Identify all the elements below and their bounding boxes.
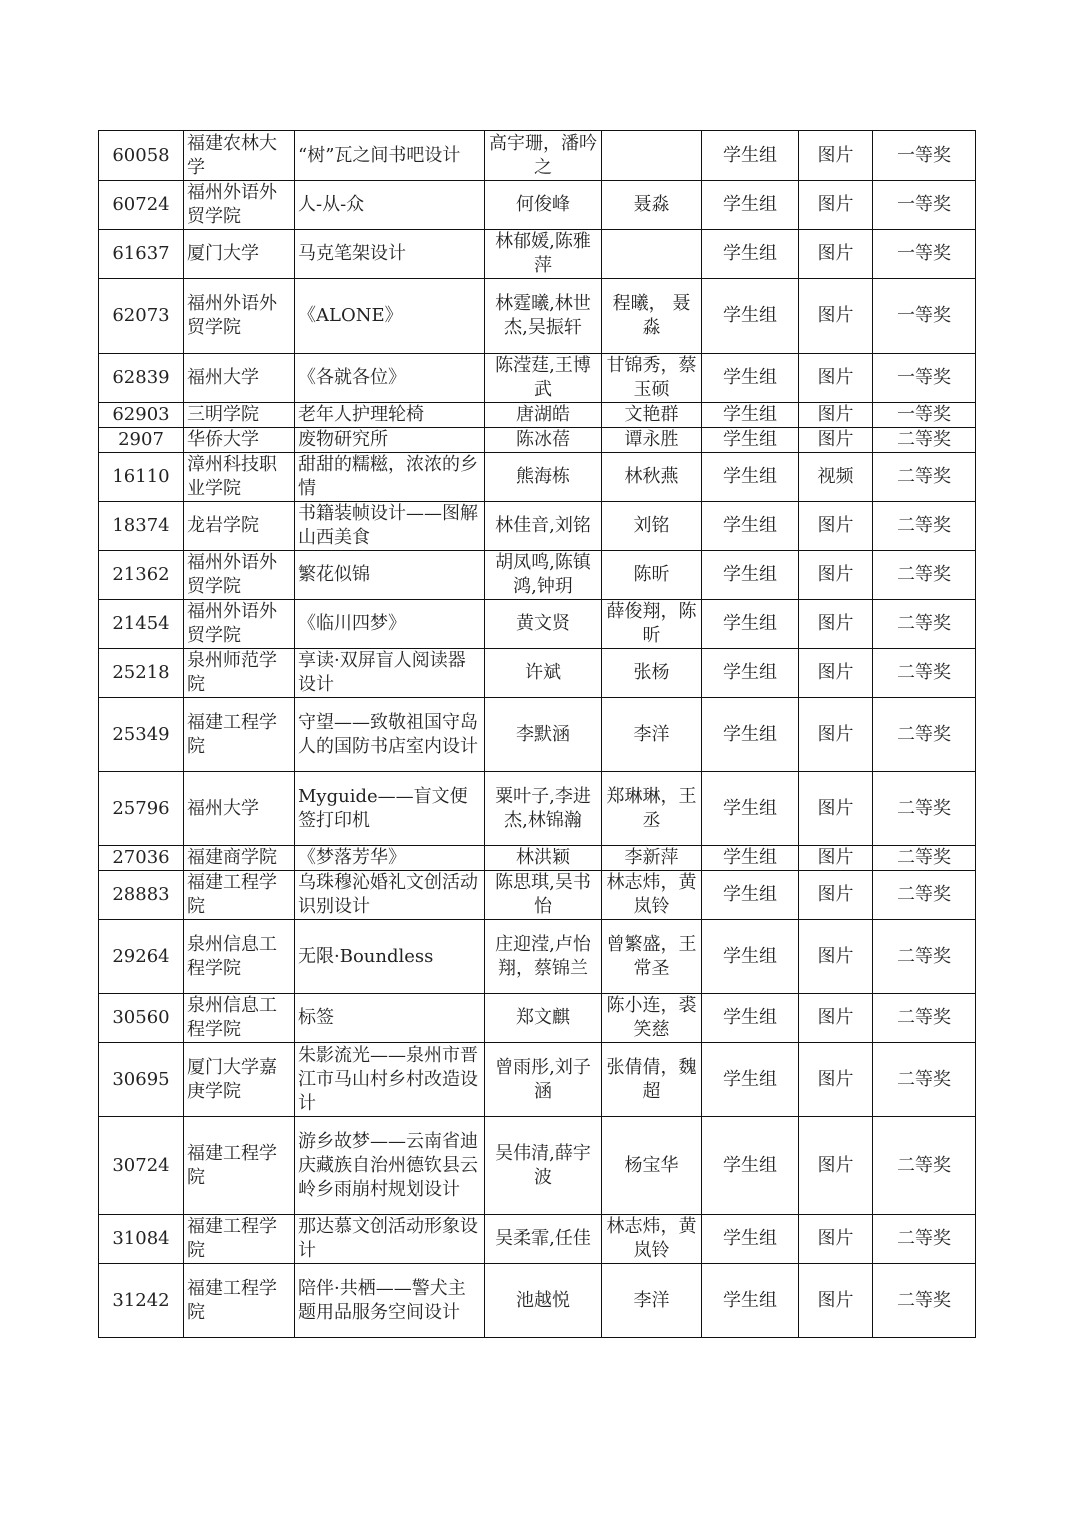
work-type-cell: 图片 (799, 994, 873, 1043)
table-row (99, 772, 976, 846)
entry-id-cell: 61637 (99, 230, 184, 279)
authors-cell: 池越悦 (485, 1264, 602, 1338)
table-row (99, 1215, 976, 1264)
table-row (99, 1043, 976, 1117)
authors-cell: 吴伟清,薛宇波 (485, 1117, 602, 1215)
work-title-cell: 繁花似锦 (295, 551, 485, 600)
work-title-cell: 《临川四梦》 (295, 600, 485, 649)
entry-id-cell: 30724 (99, 1117, 184, 1215)
advisor-cell (602, 131, 702, 181)
advisor-cell: 谭永胜 (602, 428, 702, 453)
group-cell: 学生组 (702, 1043, 799, 1117)
advisor-cell: 聂淼 (602, 181, 702, 230)
awards-table (98, 130, 976, 1338)
entry-id-cell: 2907 (99, 428, 184, 453)
work-type-cell: 图片 (799, 502, 873, 551)
authors-cell: 林佳音,刘铭 (485, 502, 602, 551)
entry-id-cell: 21362 (99, 551, 184, 600)
entry-id-cell: 29264 (99, 920, 184, 994)
entry-id-cell: 28883 (99, 871, 184, 920)
work-type-cell: 图片 (799, 871, 873, 920)
authors-cell: 郑文麒 (485, 994, 602, 1043)
work-type-cell: 图片 (799, 403, 873, 428)
table-row (99, 846, 976, 871)
authors-cell: 陈冰蓓 (485, 428, 602, 453)
entry-id-cell: 31084 (99, 1215, 184, 1264)
prize-cell: 二等奖 (873, 920, 976, 994)
school-cell: 福建农林大学 (184, 131, 295, 181)
group-cell: 学生组 (702, 131, 799, 181)
group-cell: 学生组 (702, 600, 799, 649)
work-title-cell: 游乡故梦——云南省迪庆藏族自治州德钦县云岭乡雨崩村规划设计 (295, 1117, 485, 1215)
school-cell: 华侨大学 (184, 428, 295, 453)
advisor-cell: 郑琳琳，王丞 (602, 772, 702, 846)
work-type-cell: 图片 (799, 1117, 873, 1215)
table-row (99, 279, 976, 354)
advisor-cell: 李洋 (602, 1264, 702, 1338)
school-cell: 厦门大学 (184, 230, 295, 279)
group-cell: 学生组 (702, 354, 799, 403)
school-cell: 泉州师范学院 (184, 649, 295, 698)
table-row (99, 403, 976, 428)
table-row (99, 920, 976, 994)
school-cell: 泉州信息工程学院 (184, 920, 295, 994)
prize-cell: 二等奖 (873, 994, 976, 1043)
prize-cell: 二等奖 (873, 551, 976, 600)
work-title-cell: 《ALONE》 (295, 279, 485, 354)
prize-cell: 二等奖 (873, 649, 976, 698)
school-cell: 福建商学院 (184, 846, 295, 871)
work-type-cell: 图片 (799, 772, 873, 846)
work-title-cell: 《各就各位》 (295, 354, 485, 403)
prize-cell: 二等奖 (873, 772, 976, 846)
table-row (99, 994, 976, 1043)
prize-cell: 二等奖 (873, 502, 976, 551)
work-type-cell: 图片 (799, 1043, 873, 1117)
table-row (99, 698, 976, 772)
work-title-cell: 老年人护理轮椅 (295, 403, 485, 428)
authors-cell: 李默涵 (485, 698, 602, 772)
advisor-cell: 曾繁盛，王常圣 (602, 920, 702, 994)
prize-cell: 一等奖 (873, 403, 976, 428)
table-row (99, 428, 976, 453)
advisor-cell: 林志炜，黄岚铃 (602, 1215, 702, 1264)
group-cell: 学生组 (702, 551, 799, 600)
school-cell: 泉州信息工程学院 (184, 994, 295, 1043)
group-cell: 学生组 (702, 920, 799, 994)
school-cell: 福建工程学院 (184, 871, 295, 920)
school-cell: 福州大学 (184, 772, 295, 846)
group-cell: 学生组 (702, 279, 799, 354)
table-row (99, 354, 976, 403)
work-type-cell: 图片 (799, 230, 873, 279)
group-cell: 学生组 (702, 772, 799, 846)
school-cell: 福建工程学院 (184, 1117, 295, 1215)
table-row (99, 600, 976, 649)
authors-cell: 曾雨彤,刘子涵 (485, 1043, 602, 1117)
advisor-cell: 陈昕 (602, 551, 702, 600)
work-title-cell: 乌珠穆沁婚礼文创活动识别设计 (295, 871, 485, 920)
advisor-cell: 陈小连，裘笑慈 (602, 994, 702, 1043)
group-cell: 学生组 (702, 871, 799, 920)
work-type-cell: 图片 (799, 698, 873, 772)
table-row (99, 551, 976, 600)
advisor-cell: 林秋燕 (602, 453, 702, 502)
group-cell: 学生组 (702, 649, 799, 698)
work-title-cell: 守望——致敬祖国守岛人的国防书店室内设计 (295, 698, 485, 772)
entry-id-cell: 18374 (99, 502, 184, 551)
work-title-cell: 书籍装帧设计——图解山西美食 (295, 502, 485, 551)
work-title-cell: 朱影流光——泉州市晋江市马山村乡村改造设计 (295, 1043, 485, 1117)
group-cell: 学生组 (702, 181, 799, 230)
advisor-cell: 刘铭 (602, 502, 702, 551)
work-title-cell: 废物研究所 (295, 428, 485, 453)
prize-cell: 一等奖 (873, 279, 976, 354)
school-cell: 福州外语外贸学院 (184, 551, 295, 600)
group-cell: 学生组 (702, 502, 799, 551)
entry-id-cell: 62073 (99, 279, 184, 354)
table-row (99, 1117, 976, 1215)
group-cell: 学生组 (702, 698, 799, 772)
school-cell: 漳州科技职业学院 (184, 453, 295, 502)
authors-cell: 林郁媛,陈雅萍 (485, 230, 602, 279)
authors-cell: 林洪颖 (485, 846, 602, 871)
prize-cell: 二等奖 (873, 1215, 976, 1264)
work-title-cell: 陪伴·共栖——警犬主题用品服务空间设计 (295, 1264, 485, 1338)
authors-cell: 许斌 (485, 649, 602, 698)
table-row (99, 230, 976, 279)
group-cell: 学生组 (702, 403, 799, 428)
entry-id-cell: 30560 (99, 994, 184, 1043)
group-cell: 学生组 (702, 846, 799, 871)
prize-cell: 一等奖 (873, 181, 976, 230)
advisor-cell: 程曦， 聂淼 (602, 279, 702, 354)
advisor-cell: 李新萍 (602, 846, 702, 871)
work-title-cell: “树”瓦之间书吧设计 (295, 131, 485, 181)
table-row (99, 181, 976, 230)
authors-cell: 庄迎滢,卢怡翔，蔡锦兰 (485, 920, 602, 994)
prize-cell: 二等奖 (873, 453, 976, 502)
entry-id-cell: 25349 (99, 698, 184, 772)
work-title-cell: 标签 (295, 994, 485, 1043)
work-title-cell: 甜甜的糯糍，浓浓的乡情 (295, 453, 485, 502)
group-cell: 学生组 (702, 230, 799, 279)
table-row (99, 1264, 976, 1338)
group-cell: 学生组 (702, 428, 799, 453)
school-cell: 龙岩学院 (184, 502, 295, 551)
group-cell: 学生组 (702, 1117, 799, 1215)
prize-cell: 一等奖 (873, 131, 976, 181)
work-title-cell: 《梦落芳华》 (295, 846, 485, 871)
school-cell: 三明学院 (184, 403, 295, 428)
prize-cell: 二等奖 (873, 600, 976, 649)
entry-id-cell: 25218 (99, 649, 184, 698)
group-cell: 学生组 (702, 994, 799, 1043)
authors-cell: 何俊峰 (485, 181, 602, 230)
work-type-cell: 视频 (799, 453, 873, 502)
work-title-cell: 马克笔架设计 (295, 230, 485, 279)
entry-id-cell: 31242 (99, 1264, 184, 1338)
prize-cell: 一等奖 (873, 354, 976, 403)
table-row (99, 649, 976, 698)
table-row (99, 871, 976, 920)
group-cell: 学生组 (702, 1264, 799, 1338)
prize-cell: 二等奖 (873, 698, 976, 772)
work-type-cell: 图片 (799, 1264, 873, 1338)
table-row (99, 502, 976, 551)
work-title-cell: 那达慕文创活动形象设计 (295, 1215, 485, 1264)
work-type-cell: 图片 (799, 649, 873, 698)
work-type-cell: 图片 (799, 551, 873, 600)
prize-cell: 二等奖 (873, 871, 976, 920)
authors-cell: 高宇珊，潘吟之 (485, 131, 602, 181)
work-type-cell: 图片 (799, 279, 873, 354)
work-type-cell: 图片 (799, 920, 873, 994)
school-cell: 福州外语外贸学院 (184, 181, 295, 230)
work-type-cell: 图片 (799, 354, 873, 403)
advisor-cell (602, 230, 702, 279)
advisor-cell: 林志炜，黄岚铃 (602, 871, 702, 920)
table-row (99, 453, 976, 502)
school-cell: 福州大学 (184, 354, 295, 403)
work-type-cell: 图片 (799, 131, 873, 181)
entry-id-cell: 60724 (99, 181, 184, 230)
authors-cell: 吴柔霏,任佳 (485, 1215, 602, 1264)
advisor-cell: 薛俊翔，陈昕 (602, 600, 702, 649)
entry-id-cell: 62903 (99, 403, 184, 428)
work-type-cell: 图片 (799, 1215, 873, 1264)
authors-cell: 胡凤鸣,陈镇鸿,钟玥 (485, 551, 602, 600)
entry-id-cell: 21454 (99, 600, 184, 649)
authors-cell: 林霆曦,林世杰,吴振轩 (485, 279, 602, 354)
work-type-cell: 图片 (799, 846, 873, 871)
school-cell: 福建工程学院 (184, 1264, 295, 1338)
work-type-cell: 图片 (799, 600, 873, 649)
school-cell: 福建工程学院 (184, 698, 295, 772)
prize-cell: 二等奖 (873, 1117, 976, 1215)
prize-cell: 二等奖 (873, 846, 976, 871)
school-cell: 福州外语外贸学院 (184, 279, 295, 354)
advisor-cell: 杨宝华 (602, 1117, 702, 1215)
authors-cell: 陈思琪,吴书怡 (485, 871, 602, 920)
work-type-cell: 图片 (799, 428, 873, 453)
entry-id-cell: 16110 (99, 453, 184, 502)
work-title-cell: Myguide——盲文便签打印机 (295, 772, 485, 846)
work-title-cell: 享读·双屏盲人阅读器设计 (295, 649, 485, 698)
school-cell: 福州外语外贸学院 (184, 600, 295, 649)
authors-cell: 唐湖皓 (485, 403, 602, 428)
authors-cell: 黄文贤 (485, 600, 602, 649)
work-title-cell: 人-从-众 (295, 181, 485, 230)
prize-cell: 二等奖 (873, 1264, 976, 1338)
advisor-cell: 张倩倩，魏超 (602, 1043, 702, 1117)
advisor-cell: 李洋 (602, 698, 702, 772)
group-cell: 学生组 (702, 1215, 799, 1264)
work-type-cell: 图片 (799, 181, 873, 230)
table-body (99, 131, 976, 1338)
prize-cell: 二等奖 (873, 428, 976, 453)
entry-id-cell: 62839 (99, 354, 184, 403)
prize-cell: 二等奖 (873, 1043, 976, 1117)
entry-id-cell: 25796 (99, 772, 184, 846)
work-title-cell: 无限·Boundless (295, 920, 485, 994)
advisor-cell: 文艳群 (602, 403, 702, 428)
authors-cell: 熊海栋 (485, 453, 602, 502)
school-cell: 福建工程学院 (184, 1215, 295, 1264)
authors-cell: 陈滢莛,王博武 (485, 354, 602, 403)
prize-cell: 一等奖 (873, 230, 976, 279)
advisor-cell: 张杨 (602, 649, 702, 698)
group-cell: 学生组 (702, 453, 799, 502)
authors-cell: 粟叶子,李进杰,林锦瀚 (485, 772, 602, 846)
entry-id-cell: 30695 (99, 1043, 184, 1117)
advisor-cell: 甘锦秀，蔡玉硕 (602, 354, 702, 403)
entry-id-cell: 27036 (99, 846, 184, 871)
school-cell: 厦门大学嘉庚学院 (184, 1043, 295, 1117)
table-row (99, 131, 976, 181)
entry-id-cell: 60058 (99, 131, 184, 181)
